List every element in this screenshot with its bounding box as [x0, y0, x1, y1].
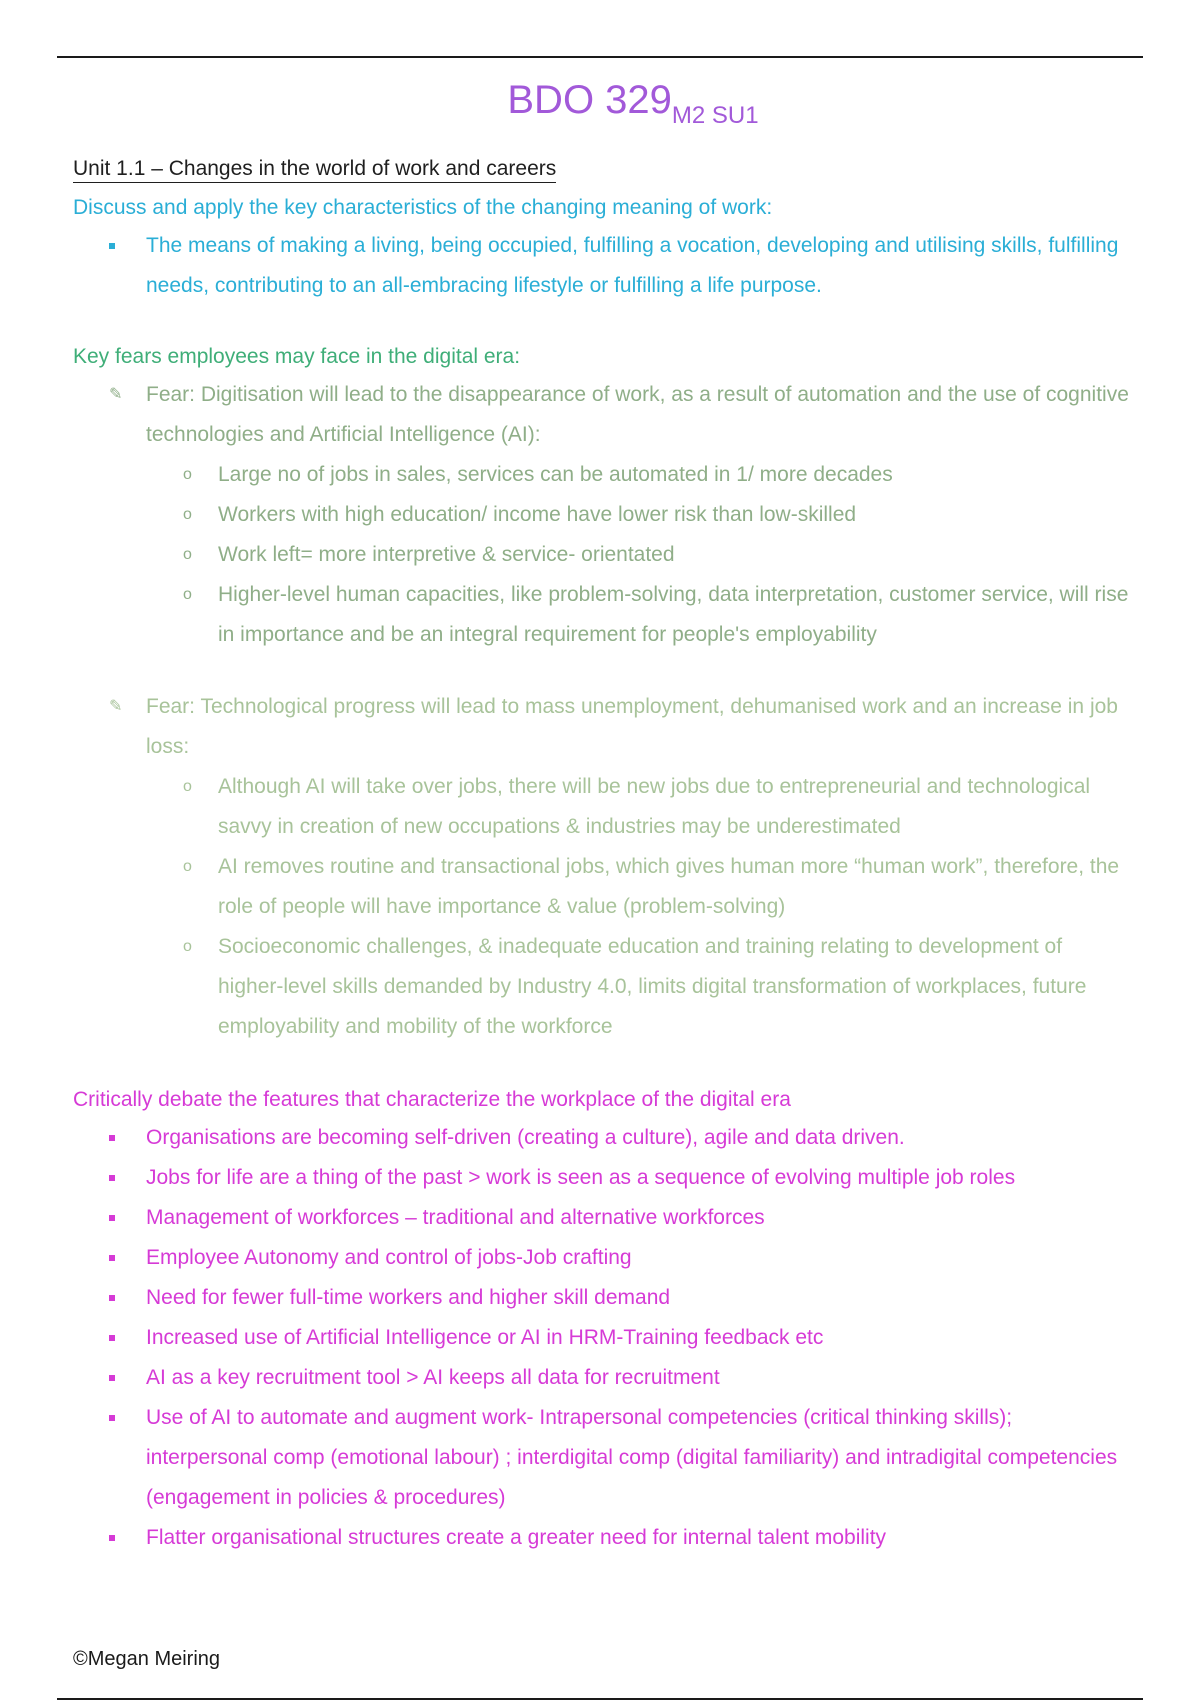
list-item: Management of workforces – traditional and alternative workforces [73, 1198, 1133, 1238]
fear2-list [73, 687, 1133, 1047]
pencil-bullet-icon: ✎ [109, 698, 123, 716]
pencil-bullet-icon: ✎ [109, 386, 123, 404]
list-item: o AI removes routine and transactional jobs, which gives human more “human work”, therefore, the role of people will have importance & value (problem-solving) [73, 847, 1133, 927]
list-item: Use of AI to automate and augment work- Intrapersonal competencies (critical thinking skills); interpersonal comp (emotional labour) ; interdigital comp (digital familiarity) and intradigital competencies (engagement in policies & procedures) [73, 1398, 1133, 1518]
square-bullet-icon [109, 226, 115, 266]
square-bullet-icon [109, 1198, 115, 1238]
section3-heading: Critically debate the features that characterize the workplace of the digital era [73, 1088, 791, 1112]
circle-bullet-icon: o [183, 506, 192, 524]
section1-heading: Discuss and apply the key characteristics of the changing meaning of work: [73, 196, 773, 220]
list-item: o Work left= more interpretive & service- orientated [73, 535, 1133, 575]
fear-item: ✎ Fear: Digitisation will lead to the disappearance of work, as a result of automation and the use of cognitive technologies and Artificial Intelligence (AI): [73, 375, 1133, 455]
fear-item: ✎ Fear: Technological progress will lead to mass unemployment, dehumanised work and an increase in job loss: [73, 687, 1133, 767]
circle-bullet-icon: o [183, 466, 192, 484]
square-bullet-icon [109, 1278, 115, 1318]
circle-bullet-icon: o [183, 546, 192, 564]
footer-copyright: ©Megan Meiring [73, 1648, 221, 1670]
title-main: BDO 329 [507, 78, 672, 122]
square-bullet-icon [109, 1118, 115, 1158]
top-rule [57, 56, 1143, 58]
list-item: o Although AI will take over jobs, there will be new jobs due to entrepreneurial and technological savvy in creation of new occupations & industries may be underestimated [73, 767, 1133, 847]
square-bullet-icon [109, 1318, 115, 1358]
list-item: Employee Autonomy and control of jobs-Job crafting [73, 1238, 1133, 1278]
section2-heading: Key fears employees may face in the digital era: [73, 345, 521, 369]
document-body [73, 78, 1133, 1558]
circle-bullet-icon: o [183, 778, 192, 796]
unit-heading: Unit 1.1 – Changes in the world of work and careers [73, 157, 556, 183]
list-item: Organisations are becoming self-driven (creating a culture), agile and data driven. [73, 1118, 1133, 1158]
square-bullet-icon [109, 1518, 115, 1558]
fear1-list [73, 375, 1133, 655]
list-item: Increased use of Artificial Intelligence or AI in HRM-Training feedback etc [73, 1318, 1133, 1358]
list-item: o Large no of jobs in sales, services can be automated in 1/ more decades [73, 455, 1133, 495]
section1-list [73, 226, 1133, 306]
square-bullet-icon [109, 1158, 115, 1198]
list-item: o Higher-level human capacities, like problem-solving, data interpretation, customer service, will rise in importance and be an integral requirement for people's employability [73, 575, 1133, 655]
circle-bullet-icon: o [183, 586, 192, 604]
list-item: Flatter organisational structures create a greater need for internal talent mobility [73, 1518, 1133, 1558]
document-title [73, 78, 1133, 129]
section3-list [73, 1118, 1133, 1558]
list-item: AI as a key recruitment tool > AI keeps all data for recruitment [73, 1358, 1133, 1398]
square-bullet-icon [109, 1238, 115, 1278]
list-item: The means of making a living, being occupied, fulfilling a vocation, developing and utilising skills, fulfilling needs, contributing to an all-embracing lifestyle or fulfilling a life purpose. [73, 226, 1133, 306]
list-item: Jobs for life are a thing of the past > work is seen as a sequence of evolving multiple job roles [73, 1158, 1133, 1198]
list-item: o Socioeconomic challenges, & inadequate education and training relating to development of higher-level skills demanded by Industry 4.0, limits digital transformation of workplaces, future employability and mobility of the workforce [73, 927, 1133, 1047]
square-bullet-icon [109, 1398, 115, 1438]
list-item: o Workers with high education/ income have lower risk than low-skilled [73, 495, 1133, 535]
list-item: Need for fewer full-time workers and higher skill demand [73, 1278, 1133, 1318]
title-subscript: M2 SU1 [671, 102, 759, 129]
circle-bullet-icon: o [183, 938, 192, 956]
square-bullet-icon [109, 1358, 115, 1398]
circle-bullet-icon: o [183, 858, 192, 876]
